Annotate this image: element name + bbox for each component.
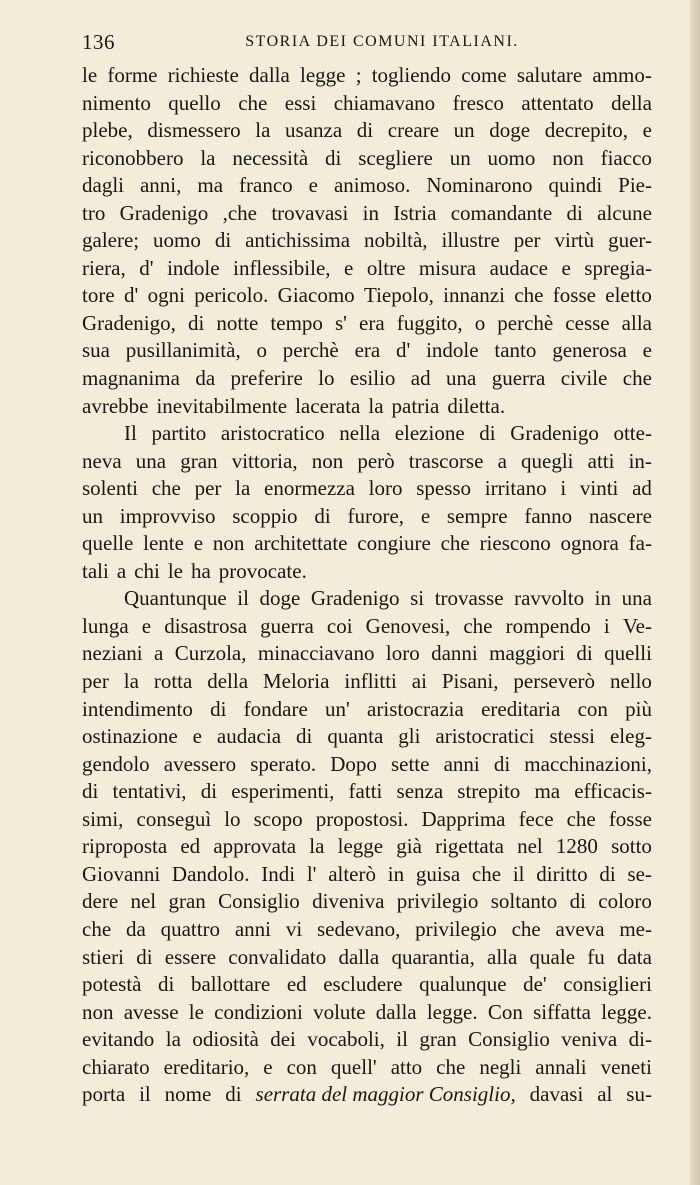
running-title: STORIA DEI COMUNI ITALIANI. [245, 33, 519, 50]
text-line: potestà di ballottare ed escludere qualunque de' consiglieri [82, 972, 652, 997]
text-line: dagli anni, ma franco e animoso. Nominarono quindi Pie- [82, 173, 652, 198]
page-number: 136 [82, 30, 115, 54]
page-header [82, 30, 652, 56]
text-line: non avesse le condizioni volute dalla legge. Con siffatta legge. [82, 999, 652, 1024]
text-line: chiarato ereditario, e con quell' atto che negli annali veneti [82, 1054, 652, 1079]
page-edge [690, 0, 700, 1185]
text-line: le forme richieste dalla legge ; togliendo come salutare ammo- [82, 63, 652, 87]
text-line: stieri di essere convalidato dalla quarantia, alla quale fu data [82, 944, 652, 969]
text-line: solenti che per la enormezza loro spesso irritano i vinti ad [82, 476, 652, 501]
text-line: quelle lente e non architettate congiure che riescono ognora fa- [82, 531, 652, 556]
text-line: un improvviso scoppio di furore, e sempre fanno nascere [82, 503, 652, 528]
text-line: riproposta ed approvata la legge già rigettata nel 1280 sotto [82, 834, 652, 859]
text-line: tro Gradenigo ,che trovavasi in Istria comandante di alcune [82, 200, 652, 225]
text-line: di tentativi, di esperimenti, fatti senza strepito ma efficacis- [82, 779, 652, 804]
text-line: tore d' ogni pericolo. Giacomo Tiepolo, innanzi che fosse eletto [82, 283, 652, 308]
text-line: riera, d' indole inflessibile, e oltre misura audace e spregia- [82, 255, 652, 280]
text-line: simi, conseguì lo scopo propostosi. Dapprima fece che fosse [82, 806, 652, 831]
text-line: ostinazione e audacia di quanta gli aristocratici stessi eleg- [82, 724, 652, 749]
text-line: dere nel gran Consiglio diveniva privilegio soltanto di coloro [82, 889, 652, 914]
text-line-final: porta il nome di serrata del maggior Consiglio, davasi al su- [82, 1081, 652, 1109]
text-line: magnanima da preferire lo esilio ad una guerra civile che [82, 366, 652, 391]
text-line: gendolo avessero sperato. Dopo sette anni di macchinazioni, [82, 751, 652, 776]
text-line: galere; uomo di antichissima nobiltà, illustre per virtù guer- [82, 228, 652, 253]
text-line: riconobbero la necessità di scegliere un uomo non fiacco [82, 145, 652, 170]
text-line: Quantunque il doge Gradenigo si trovasse ravvolto in una [124, 586, 652, 611]
text-line: lunga e disastrosa guerra coi Genovesi, che rompendo i Ve- [82, 613, 652, 638]
text-line: neziani a Curzola, minacciavano loro danni maggiori di quelli [82, 641, 652, 666]
text-line: per la rotta della Meloria inflitti ai Pisani, perseverò nello [82, 669, 652, 694]
text-line: Giovanni Dandolo. Indi l' alterò in guisa che il diritto di se- [82, 861, 652, 886]
text-line: Gradenigo, di notte tempo s' era fuggito, o perchè cesse alla [82, 310, 652, 335]
text-line: Il partito aristocratico nella elezione di Gradenigo otte- [124, 421, 652, 446]
text-line: tali a chi le ha provocate. [82, 558, 307, 583]
text-line: nimento quello che essi chiamavano fresco attentato della [82, 90, 652, 115]
text-line: neva una gran vittoria, non però trascorse a quegli atti in- [82, 448, 652, 473]
text-line: evitando la odiosità dei vocaboli, il gran Consiglio veniva di- [82, 1027, 652, 1052]
body-text [82, 62, 652, 1109]
italic-phrase: serrata del maggior Consiglio, [255, 1082, 516, 1107]
text-line: sua pusillanimità, o perchè era d' indole tanto generosa e [82, 338, 652, 363]
text-line: avrebbe inevitabilmente lacerata la patria diletta. [82, 393, 506, 418]
text-line: intendimento di fondare un' aristocrazia ereditaria con più [82, 696, 652, 721]
text-line: plebe, dismessero la usanza di creare un doge decrepito, e [82, 118, 652, 143]
text-line: che da quattro anni vi sedevano, privilegio che aveva me- [82, 916, 652, 941]
